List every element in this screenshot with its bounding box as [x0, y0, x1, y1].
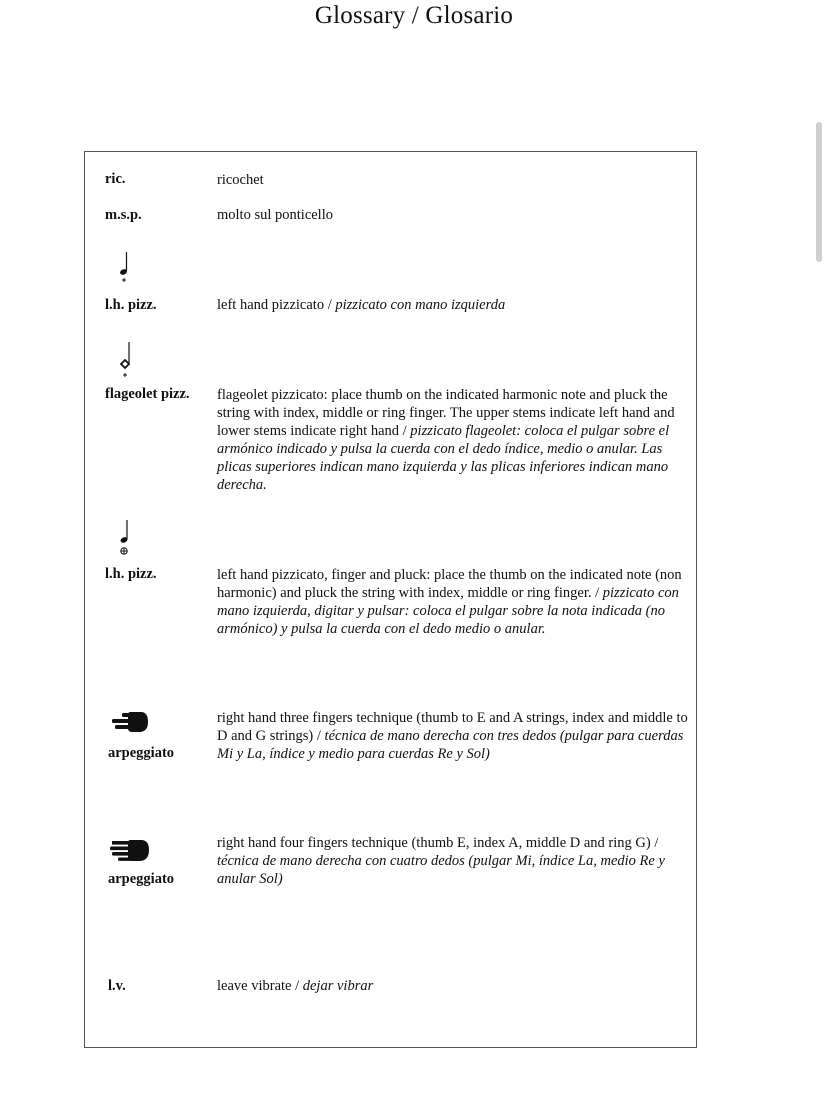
glossary-definition: [217, 206, 695, 224]
definition-es: técnica de mano derecha con cuatro dedos (pulgar Mi, índice La, medio Re y anular Sol): [217, 853, 665, 887]
glossary-term: arpeggiato: [108, 871, 175, 887]
definition-en: left hand pizzicato /: [217, 297, 336, 313]
definition-en: right hand four fingers technique (thumb E, index A, middle D and ring G) /: [217, 835, 659, 851]
glossary-term: l.h. pizz.: [105, 566, 157, 582]
definition-en: left hand pizzicato, finger and pluck: place the thumb on the indicated note (non harmonic) and pluck the string with index, middle or ring finger. /: [217, 567, 682, 601]
definition-en: leave vibrate /: [217, 978, 303, 994]
glossary-term: arpeggiato: [108, 745, 175, 761]
quarter-note-with-circled-plus-icon: [114, 518, 134, 560]
vertical-scrollbar[interactable]: [816, 122, 822, 262]
definition-en: right hand three fingers technique (thumb to E and A strings, index and middle to D and G strings) /: [217, 710, 688, 744]
four-finger-hand-icon: [108, 838, 152, 864]
definition-es: pizzicato flageolet: coloca el pulgar sobre el armónico indicado y pulsa la cuerda con el dedo índice, medio o anular. Las plicas superiores indican mano izquierda y las plicas inferiores indican mano derecha.: [217, 423, 670, 493]
glossary-definition: [217, 386, 695, 494]
glossary-term: ric.: [105, 171, 126, 187]
glossary-definition: [217, 171, 695, 189]
definition-es: dejar vibrar: [302, 978, 374, 994]
glossary-term: flageolet pizz.: [105, 386, 190, 402]
glossary-term: m.s.p.: [105, 207, 142, 223]
page-title: Glossary / Glosario: [314, 2, 514, 29]
glossary-definition: [217, 977, 695, 995]
definition-en: flageolet pizzicato: place thumb on the indicated harmonic note and pluck the string with index, middle or ring finger. The upper stems indicate left hand and lower stems indicate right hand /: [217, 387, 675, 439]
glossary-definition: [217, 709, 695, 763]
glossary-term: l.h. pizz.: [105, 297, 157, 313]
definition-es: técnica de mano derecha con tres dedos (pulgar para cuerdas Mi y La, índice y medio para cuerdas Re y Sol): [217, 728, 684, 762]
harmonic-note-with-plus-icon: [116, 340, 136, 384]
quarter-note-with-plus-icon: [114, 250, 134, 290]
definition-en: ricochet: [217, 172, 264, 188]
definition-es: pizzicato con mano izquierda: [335, 297, 506, 313]
glossary-definition: [217, 296, 695, 314]
glossary-definition: [217, 834, 695, 888]
definition-es: pizzicato con mano izquierda, digitar y pulsar: coloca el pulgar sobre la nota indicada (no armónico) y pulsa la cuerda con el dedo medio o anular.: [217, 585, 679, 637]
glossary-definition: [217, 566, 695, 638]
glossary-term: l.v.: [108, 978, 126, 994]
definition-en: molto sul ponticello: [217, 207, 333, 223]
three-finger-hand-icon: [108, 709, 152, 735]
